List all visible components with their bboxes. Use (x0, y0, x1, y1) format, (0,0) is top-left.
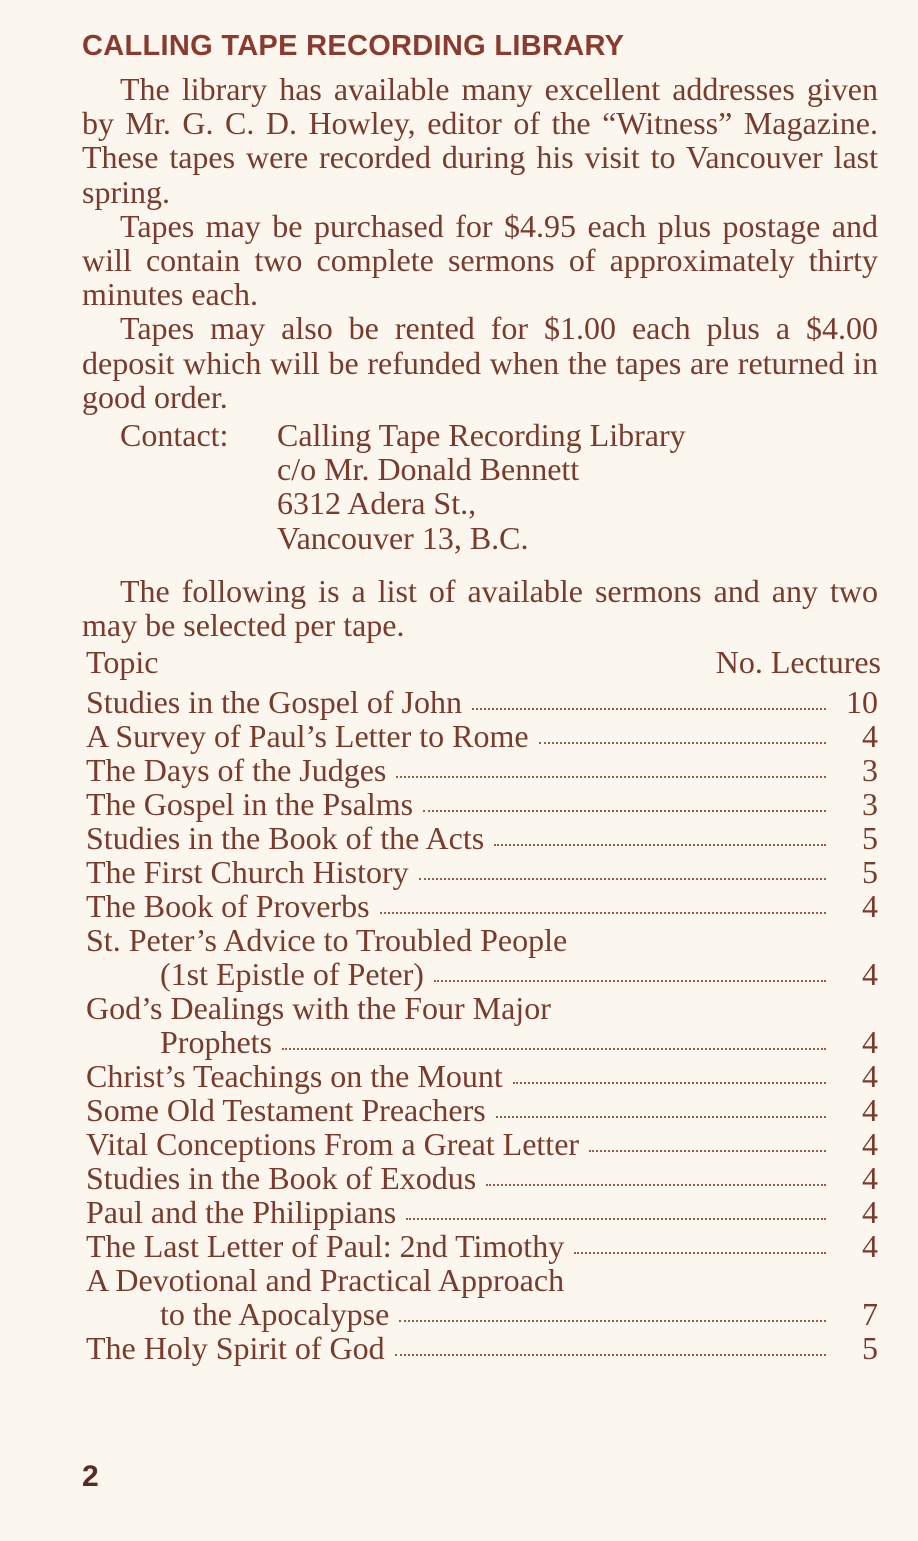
sermon-topic: Studies in the Gospel of John (86, 684, 462, 721)
sermon-row (82, 889, 878, 923)
lecture-count: 3 (862, 752, 878, 789)
dot-leader (486, 1161, 826, 1195)
sermon-row (82, 1195, 878, 1229)
sermon-row (82, 1127, 878, 1161)
lecture-count: 4 (862, 1160, 878, 1197)
sermon-row (82, 1059, 878, 1093)
contact-line: Calling Tape Recording Library (277, 417, 686, 454)
page-number: 2 (82, 1460, 99, 1493)
dot-leader (513, 1059, 826, 1093)
sermon-topic: Prophets (160, 1024, 272, 1061)
dot-leader (539, 719, 826, 753)
dot-leader (406, 1195, 826, 1229)
dot-leader (380, 889, 826, 923)
lecture-count: 4 (862, 1194, 878, 1231)
sermon-row (82, 1331, 878, 1365)
contact-line: Vancouver 13, B.C. (277, 519, 529, 556)
sermon-row (82, 753, 878, 787)
lecture-count: 4 (862, 1058, 878, 1095)
sermon-row (82, 787, 878, 821)
lecture-count: 5 (862, 1330, 878, 1367)
lectures-column-header: No. Lectures (715, 644, 881, 681)
intro-paragraph: The library has available many excellent addresses given by Mr. G. C. D. Howley, editor of the “Witness” Magazine. These tapes were recorded during his visit to Vancouver last spring. (82, 71, 878, 210)
page-heading: CALLING TAPE RECORDING LIBRARY (82, 30, 625, 62)
lecture-count: 4 (862, 888, 878, 925)
sermon-topic: to the Apocalypse (160, 1296, 390, 1333)
dot-leader (423, 787, 826, 821)
sermon-row (82, 1263, 878, 1297)
sermon-row-continuation (82, 1025, 878, 1059)
table-header (82, 644, 881, 681)
sermon-topic: A Survey of Paul’s Letter to Rome (86, 718, 529, 755)
sermon-row-continuation (82, 1297, 878, 1331)
sermon-topic: The Last Letter of Paul: 2nd Timothy (86, 1228, 565, 1265)
sermon-topic: The Holy Spirit of God (86, 1330, 385, 1367)
lecture-count: 4 (862, 1126, 878, 1163)
sermon-topic: The First Church History (86, 854, 409, 891)
contact-label: Contact: (120, 417, 229, 454)
lecture-count: 5 (862, 854, 878, 891)
dot-leader (434, 957, 826, 991)
dot-leader (494, 821, 826, 855)
contact-address (277, 418, 686, 555)
sermon-row (82, 923, 878, 957)
sermon-row (82, 855, 878, 889)
dot-leader (282, 1025, 826, 1059)
sermon-topic: God’s Dealings with the Four Major (86, 990, 551, 1027)
sermon-row (82, 685, 878, 719)
topic-column-header: Topic (86, 644, 159, 681)
sermon-topic: Studies in the Book of Exodus (86, 1160, 477, 1197)
dot-leader (589, 1127, 826, 1161)
purchase-paragraph: Tapes may be purchased for $4.95 each plus postage and will contain two complete sermons of approximately thirty minutes each. (82, 207, 878, 313)
sermon-topic: Vital Conceptions From a Great Letter (86, 1126, 580, 1163)
sermon-topic: Christ’s Teachings on the Mount (86, 1058, 503, 1095)
sermon-topic: A Devotional and Practical Approach (86, 1262, 565, 1299)
dot-leader (472, 685, 826, 719)
sermon-row (82, 1229, 878, 1263)
dot-leader (399, 1297, 826, 1331)
sermon-topic: The Days of the Judges (86, 752, 387, 789)
lecture-count: 4 (862, 1024, 878, 1061)
lecture-count: 4 (862, 1228, 878, 1265)
contact-line: 6312 Adera St., (277, 485, 477, 522)
sermon-topic: Studies in the Book of the Acts (86, 820, 485, 857)
dot-leader (496, 1093, 826, 1127)
sermon-topic: The Gospel in the Psalms (86, 786, 414, 823)
lecture-count: 4 (862, 1092, 878, 1129)
list-intro-paragraph: The following is a list of available sermons and any two may be selected per tape. (82, 573, 878, 644)
sermon-row (82, 1161, 878, 1195)
lecture-count: 4 (862, 956, 878, 993)
lecture-count: 4 (862, 718, 878, 755)
contact-line: c/o Mr. Donald Bennett (277, 451, 580, 488)
lecture-count: 5 (862, 820, 878, 857)
dot-leader (574, 1229, 826, 1263)
document-page (82, 26, 881, 1367)
rental-paragraph: Tapes may also be rented for $1.00 each plus a $4.00 deposit which will be refunded when the tapes are returned in good order. (82, 310, 878, 415)
sermon-topic: St. Peter’s Advice to Troubled People (86, 922, 568, 959)
lecture-count: 3 (862, 786, 878, 823)
sermon-row (82, 719, 878, 753)
lecture-count: 7 (862, 1296, 878, 1333)
sermon-topic: Some Old Testament Preachers (86, 1092, 486, 1129)
dot-leader (395, 1331, 826, 1365)
sermon-topic: (1st Epistle of Peter) (160, 956, 424, 993)
sermon-topic: Paul and the Philippians (86, 1194, 397, 1231)
dot-leader (396, 753, 826, 787)
dot-leader (419, 855, 826, 889)
sermon-row (82, 1093, 878, 1127)
sermon-topic: The Book of Proverbs (86, 888, 370, 925)
lecture-count: 10 (846, 684, 878, 721)
sermon-row (82, 991, 878, 1025)
sermon-list (82, 685, 878, 1365)
sermon-row-continuation (82, 957, 878, 991)
contact-block (82, 418, 878, 555)
sermon-row (82, 821, 878, 855)
